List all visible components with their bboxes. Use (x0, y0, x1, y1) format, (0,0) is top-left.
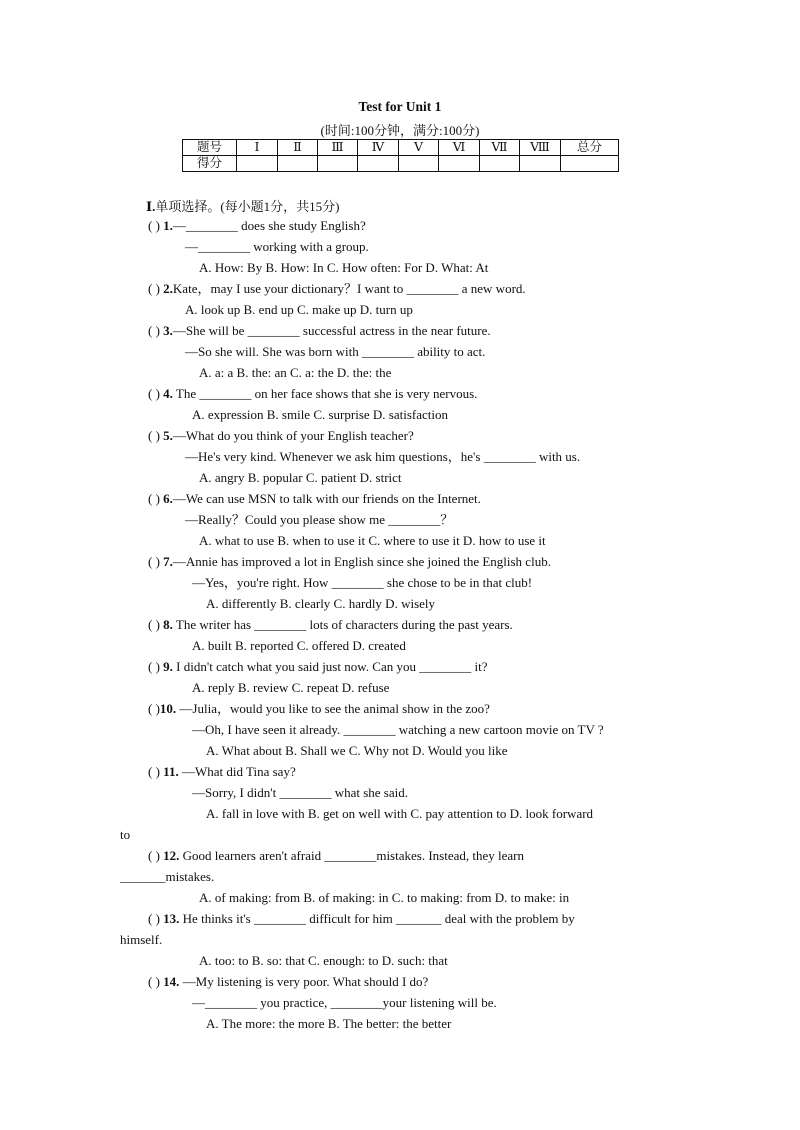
question-number: 12. (163, 848, 180, 863)
score-cell[interactable] (358, 156, 399, 172)
question-text: —My listening is very poor. What should I do? (179, 974, 429, 989)
answer-bracket[interactable]: ( ) (148, 911, 160, 926)
question-text: —________ does she study English? (172, 218, 366, 233)
score-table-header-row (183, 140, 619, 156)
answer-bracket[interactable]: ( ) (148, 554, 160, 569)
answer-options: A. look up B. end up C. make up D. turn up (185, 302, 413, 317)
question-number: 7. (163, 554, 173, 569)
answer-bracket[interactable]: ( ) (148, 848, 160, 863)
time-and-score-note: (时间:100分钟，满分:100分) (320, 123, 480, 138)
answer-bracket[interactable]: ( ) (148, 659, 160, 674)
score-cell[interactable] (318, 156, 358, 172)
question-number: 10. (159, 701, 177, 716)
question-line (148, 911, 575, 927)
question-line (148, 554, 551, 570)
answer-options: A. fall in love with B. get on well with C. pay attention to D. look forward (206, 806, 594, 821)
answer-options: A. differently B. clearly C. hardly D. wisely (206, 596, 436, 611)
question-line (148, 491, 481, 507)
answer-bracket[interactable]: ( ) (148, 428, 160, 443)
answer-bracket[interactable]: ( ) (148, 386, 160, 401)
answer-bracket[interactable]: ( ) (148, 323, 160, 338)
question-text: —She will be ________ successful actress in the near future. (172, 323, 491, 338)
table-cell: Ⅶ (480, 140, 520, 156)
answer-options: A. of making: from B. of making: in C. to making: from D. to make: in (199, 890, 570, 905)
question-line: —Yes，you're right. How ________ she chose to be in that club! (192, 575, 533, 590)
question-line (148, 281, 526, 297)
question-line (148, 848, 524, 864)
score-cell[interactable] (480, 156, 520, 172)
answer-options: A. What about B. Shall we C. Why not D. Would you like (206, 743, 508, 758)
question-number: 8. (163, 617, 173, 632)
question-text: The ________ on her face shows that she is very nervous. (172, 386, 478, 401)
answer-bracket[interactable]: ( ) (148, 974, 160, 989)
question-line-continued: himself. (120, 932, 163, 947)
answer-options: A. reply B. review C. repeat D. refuse (192, 680, 390, 695)
table-cell: 得分 (183, 156, 237, 172)
answer-options: A. built B. reported C. offered D. created (192, 638, 406, 653)
question-text: The writer has ________ lots of characters during the past years. (172, 617, 513, 632)
question-line (148, 764, 296, 780)
question-line (148, 974, 428, 990)
answer-options: A. expression B. smile C. surprise D. satisfaction (192, 407, 448, 422)
score-table (182, 139, 619, 172)
answer-bracket[interactable]: ( ) (148, 617, 160, 632)
question-line: —________ you practice, ________your listening will be. (192, 995, 497, 1010)
question-text: I didn't catch what you said just now. Can you ________ it? (172, 659, 488, 674)
question-number: 9. (163, 659, 173, 674)
question-number: 4. (163, 386, 173, 401)
score-cell[interactable] (237, 156, 278, 172)
question-line: —Really？Could you please show me ________？ (185, 512, 454, 527)
answer-bracket[interactable]: ( ) (148, 281, 160, 296)
answer-bracket[interactable]: ( ) (148, 491, 160, 506)
question-text: —What did Tina say? (178, 764, 296, 779)
question-text: —Annie has improved a lot in English since she joined the English club. (172, 554, 551, 569)
table-cell: Ⅱ (278, 140, 318, 156)
score-cell[interactable] (399, 156, 439, 172)
score-cell[interactable] (439, 156, 480, 172)
table-cell: Ⅳ (358, 140, 399, 156)
question-line: —Oh, I have seen it already. ________ watching a new cartoon movie on TV ? (192, 722, 604, 737)
question-text: Kate，may I use your dictionary？I want to ________ a new word. (172, 281, 526, 296)
table-cell: Ⅴ (399, 140, 439, 156)
table-cell: Ⅵ (439, 140, 480, 156)
question-line: —So she will. She was born with ________ ability to act. (185, 344, 486, 359)
question-line (148, 323, 491, 339)
question-line (148, 701, 490, 717)
table-cell: Ⅰ (237, 140, 278, 156)
question-number: 5. (163, 428, 173, 443)
section-numeral: Ⅰ. (146, 199, 156, 214)
question-line (148, 428, 414, 444)
question-number: 6. (163, 491, 173, 506)
table-cell: 总分 (561, 140, 619, 156)
table-cell: Ⅲ (318, 140, 358, 156)
question-line (148, 617, 513, 633)
section-title: 单项选择。(每小题1分，共15分) (155, 199, 340, 214)
answer-bracket[interactable]: ( ) (148, 764, 160, 779)
answer-bracket[interactable]: ( ) (148, 701, 160, 716)
question-line: —________ working with a group. (185, 239, 369, 254)
answer-options: A. too: to B. so: that C. enough: to D. such: that (199, 953, 448, 968)
answer-options-continued: to (120, 827, 131, 842)
question-line (148, 386, 477, 402)
question-number: 13. (163, 911, 180, 926)
question-text: —We can use MSN to talk with our friends on the Internet. (172, 491, 481, 506)
answer-options: A. How: By B. How: In C. How often: For D. What: At (199, 260, 489, 275)
answer-options: A. a: a B. the: an C. a: the D. the: the (199, 365, 392, 380)
table-cell: Ⅷ (520, 140, 561, 156)
answer-options: A. The more: the more B. The better: the better (206, 1016, 452, 1031)
question-line: —Sorry, I didn't ________ what she said. (192, 785, 408, 800)
question-text: —What do you think of your English teacher? (172, 428, 414, 443)
question-line (148, 659, 487, 675)
question-number: 2. (163, 281, 173, 296)
question-number: 14. (163, 974, 180, 989)
section-heading (146, 196, 340, 215)
question-text: —Julia，would you like to see the animal show in the zoo? (176, 701, 490, 716)
score-cell[interactable] (278, 156, 318, 172)
total-score-cell[interactable] (561, 156, 619, 172)
answer-options: A. angry B. popular C. patient D. strict (199, 470, 402, 485)
question-line: —He's very kind. Whenever we ask him questions，he's ________ with us. (185, 449, 581, 464)
answer-options: A. what to use B. when to use it C. where to use it D. how to use it (199, 533, 546, 548)
question-text: Good learners aren't afraid ________mistakes. Instead, they learn (182, 848, 524, 863)
score-table-score-row (183, 156, 619, 172)
score-cell[interactable] (520, 156, 561, 172)
question-text: He thinks it's ________ difficult for him _______ deal with the problem by (179, 911, 575, 926)
question-number: 1. (163, 218, 173, 233)
question-number: 3. (163, 323, 173, 338)
question-line-continued: _______mistakes. (120, 869, 215, 884)
answer-bracket[interactable]: ( ) (148, 218, 160, 233)
page-title: Test for Unit 1 (358, 99, 442, 114)
question-line (148, 218, 366, 234)
question-number: 11. (163, 764, 179, 779)
table-cell: 题号 (183, 140, 237, 156)
